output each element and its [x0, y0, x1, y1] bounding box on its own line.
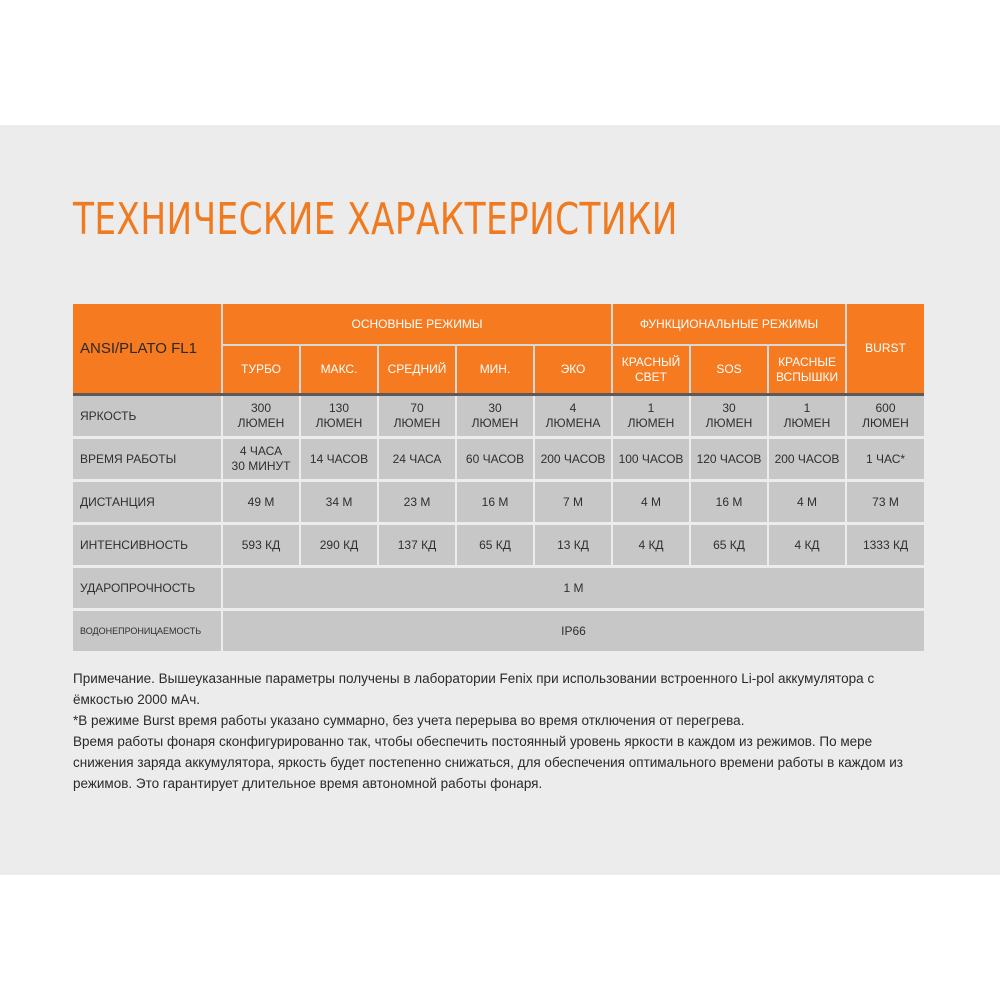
row-label: ВРЕМЯ РАБОТЫ [73, 438, 222, 481]
table-cell: 200 ЧАСОВ [534, 438, 612, 481]
notes [73, 668, 933, 794]
note-burst: *В режиме Burst время работы указано суммарно, без учета перерыва во время отключения от перегрева. [73, 713, 745, 728]
note-runtime-config: Время работы фонаря сконфигурированно так, чтобы обеспечить постоянный уровень яркости в каждом из режимов. По мере снижения заряда аккумулятора, яркость будет постепенно снижаться, для обеспечения оптимального времени работы в каждом из режимов. Это гарантирует длительное время автономной работы фонаря. [73, 734, 903, 791]
table-cell: 16 М [690, 481, 768, 524]
row-label: ДИСТАНЦИЯ [73, 481, 222, 524]
table-cell: 4 ЧАСА 30 МИНУТ [222, 438, 300, 481]
mode-header: КРАСНЫЙ СВЕТ [612, 345, 690, 395]
table-cell: 4 КД [768, 524, 846, 567]
table-cell: 14 ЧАСОВ [300, 438, 378, 481]
table-cell: 600 ЛЮМЕН [846, 395, 924, 438]
row-waterproof [73, 610, 924, 653]
table-cell: 120 ЧАСОВ [690, 438, 768, 481]
group-functional-modes: ФУНКЦИОНАЛЬНЫЕ РЕЖИМЫ [612, 304, 846, 345]
group-basic-modes: ОСНОВНЫЕ РЕЖИМЫ [222, 304, 612, 345]
row-brightness [73, 395, 924, 438]
mode-header: ЭКО [534, 345, 612, 395]
table-cell: 290 КД [300, 524, 378, 567]
table-cell: 1 ЛЮМЕН [768, 395, 846, 438]
table-cell: 200 ЧАСОВ [768, 438, 846, 481]
table-cell: 300 ЛЮМЕН [222, 395, 300, 438]
mode-header: СРЕДНИЙ [378, 345, 456, 395]
table-cell: 4 М [768, 481, 846, 524]
table-cell: 49 М [222, 481, 300, 524]
row-label: УДАРОПРОЧНОСТЬ [73, 567, 222, 610]
table-cell: 16 М [456, 481, 534, 524]
row-impact-resistance [73, 567, 924, 610]
table-cell: 137 КД [378, 524, 456, 567]
mode-header: SOS [690, 345, 768, 395]
table-cell: 73 М [846, 481, 924, 524]
mode-header: МИН. [456, 345, 534, 395]
table-cell: IP66 [222, 610, 924, 653]
table-cell: 100 ЧАСОВ [612, 438, 690, 481]
table-cell: 30 ЛЮМЕН [690, 395, 768, 438]
corner-label: ANSI/PLATO FL1 [73, 304, 222, 395]
table-cell: 30 ЛЮМЕН [456, 395, 534, 438]
table-cell: 4 КД [612, 524, 690, 567]
table-cell: 4 М [612, 481, 690, 524]
row-runtime [73, 438, 924, 481]
table-cell: 1 ЧАС* [846, 438, 924, 481]
mode-header: КРАСНЫЕ ВСПЫШКИ [768, 345, 846, 395]
table-cell: 7 М [534, 481, 612, 524]
table-cell: 1 ЛЮМЕН [612, 395, 690, 438]
table-cell: 60 ЧАСОВ [456, 438, 534, 481]
row-label: ВОДОНЕПРОНИЦАЕМОСТЬ [73, 610, 222, 653]
table-cell: 1 М [222, 567, 924, 610]
table-cell: 34 М [300, 481, 378, 524]
table-cell: 1333 КД [846, 524, 924, 567]
table-cell: 70 ЛЮМЕН [378, 395, 456, 438]
specs-table [73, 304, 924, 654]
page-title: ТЕХНИЧЕСКИЕ ХАРАКТЕРИСТИКИ [73, 194, 678, 245]
table-cell: 23 М [378, 481, 456, 524]
mode-header: МАКС. [300, 345, 378, 395]
row-distance [73, 481, 924, 524]
table-cell: 4 ЛЮМЕНА [534, 395, 612, 438]
note-lab-conditions: Примечание. Вышеуказанные параметры получены в лаборатории Fenix при использовании встроенного Li-pol аккумулятора с ёмкостью 2000 мАч. [73, 671, 875, 707]
table-cell: 65 КД [456, 524, 534, 567]
table-cell: 24 ЧАСА [378, 438, 456, 481]
header-row-groups [73, 304, 924, 345]
table-cell: 593 КД [222, 524, 300, 567]
row-label: ИНТЕНСИВНОСТЬ [73, 524, 222, 567]
mode-header: ТУРБО [222, 345, 300, 395]
group-burst: BURST [846, 304, 924, 395]
table-cell: 13 КД [534, 524, 612, 567]
row-label: ЯРКОСТЬ [73, 395, 222, 438]
table-cell: 130 ЛЮМЕН [300, 395, 378, 438]
row-intensity [73, 524, 924, 567]
table-cell: 65 КД [690, 524, 768, 567]
